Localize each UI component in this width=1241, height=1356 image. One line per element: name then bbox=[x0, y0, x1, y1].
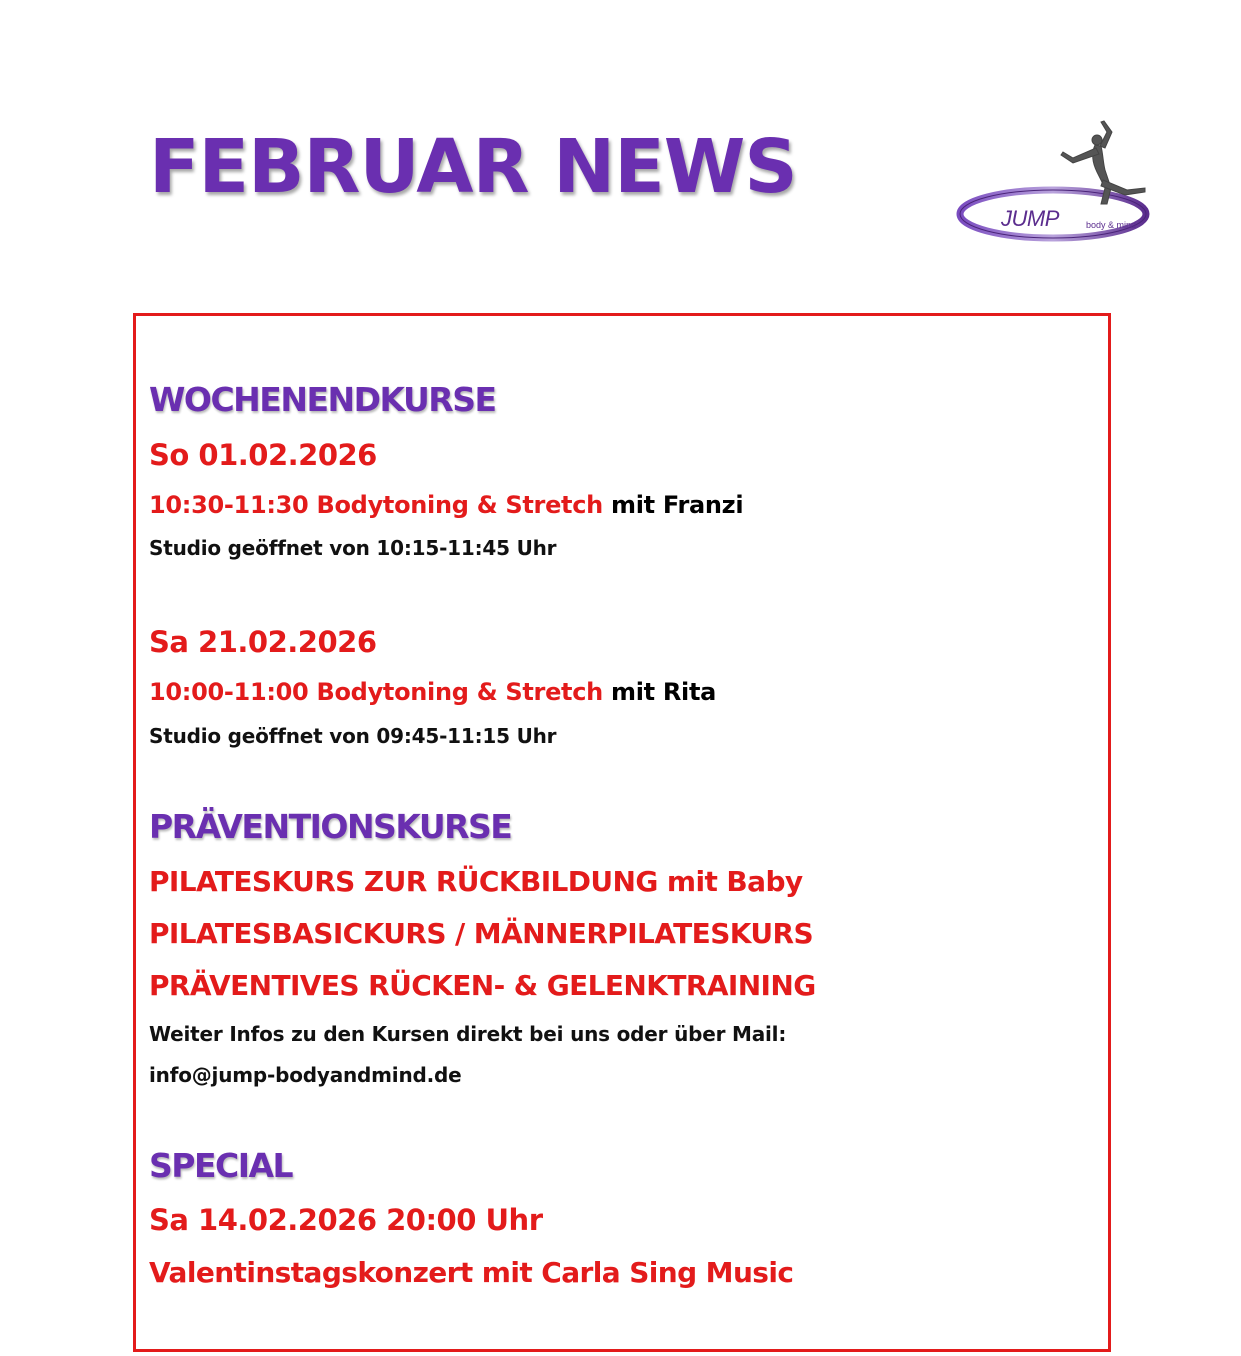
course-item: PRÄVENTIVES RÜCKEN- & GELENKTRAINING bbox=[149, 969, 816, 1002]
section-heading-praeventionskurse: PRÄVENTIONSKURSE bbox=[149, 807, 512, 846]
special-date: Sa 14.02.2026 20:00 Uhr bbox=[149, 1203, 543, 1237]
course-item: PILATESBASICKURS / MÄNNERPILATESKURS bbox=[149, 917, 814, 950]
logo-wordmark: JUMP bbox=[1001, 206, 1059, 231]
studio-hours: Studio geöffnet von 09:45-11:15 Uhr bbox=[149, 724, 557, 748]
event-trainer: mit Franzi bbox=[611, 491, 744, 519]
event-class: 10:00-11:00 Bodytoning & Stretch bbox=[149, 678, 603, 706]
section-heading-wochenendkurse: WOCHENENDKURSE bbox=[149, 380, 496, 419]
event-class-line bbox=[149, 493, 743, 517]
event-date: So 01.02.2026 bbox=[149, 438, 377, 472]
section-heading-special: SPECIAL bbox=[149, 1146, 293, 1185]
special-event: Valentinstagskonzert mit Carla Sing Music bbox=[149, 1256, 794, 1289]
event-class: 10:30-11:30 Bodytoning & Stretch bbox=[149, 491, 603, 519]
course-item: PILATESKURS ZUR RÜCKBILDUNG mit Baby bbox=[149, 865, 803, 898]
course-info: Weiter Infos zu den Kursen direkt bei uns oder über Mail: bbox=[149, 1022, 787, 1046]
studio-hours: Studio geöffnet von 10:15-11:45 Uhr bbox=[149, 536, 557, 560]
event-date: Sa 21.02.2026 bbox=[149, 625, 377, 659]
event-class-line bbox=[149, 680, 716, 704]
event-trainer: mit Rita bbox=[611, 678, 717, 706]
contact-email: info@jump-bodyandmind.de bbox=[149, 1063, 462, 1087]
logo-tagline: body & mind bbox=[1086, 220, 1137, 230]
page-title: FEBRUAR NEWS bbox=[149, 124, 797, 210]
